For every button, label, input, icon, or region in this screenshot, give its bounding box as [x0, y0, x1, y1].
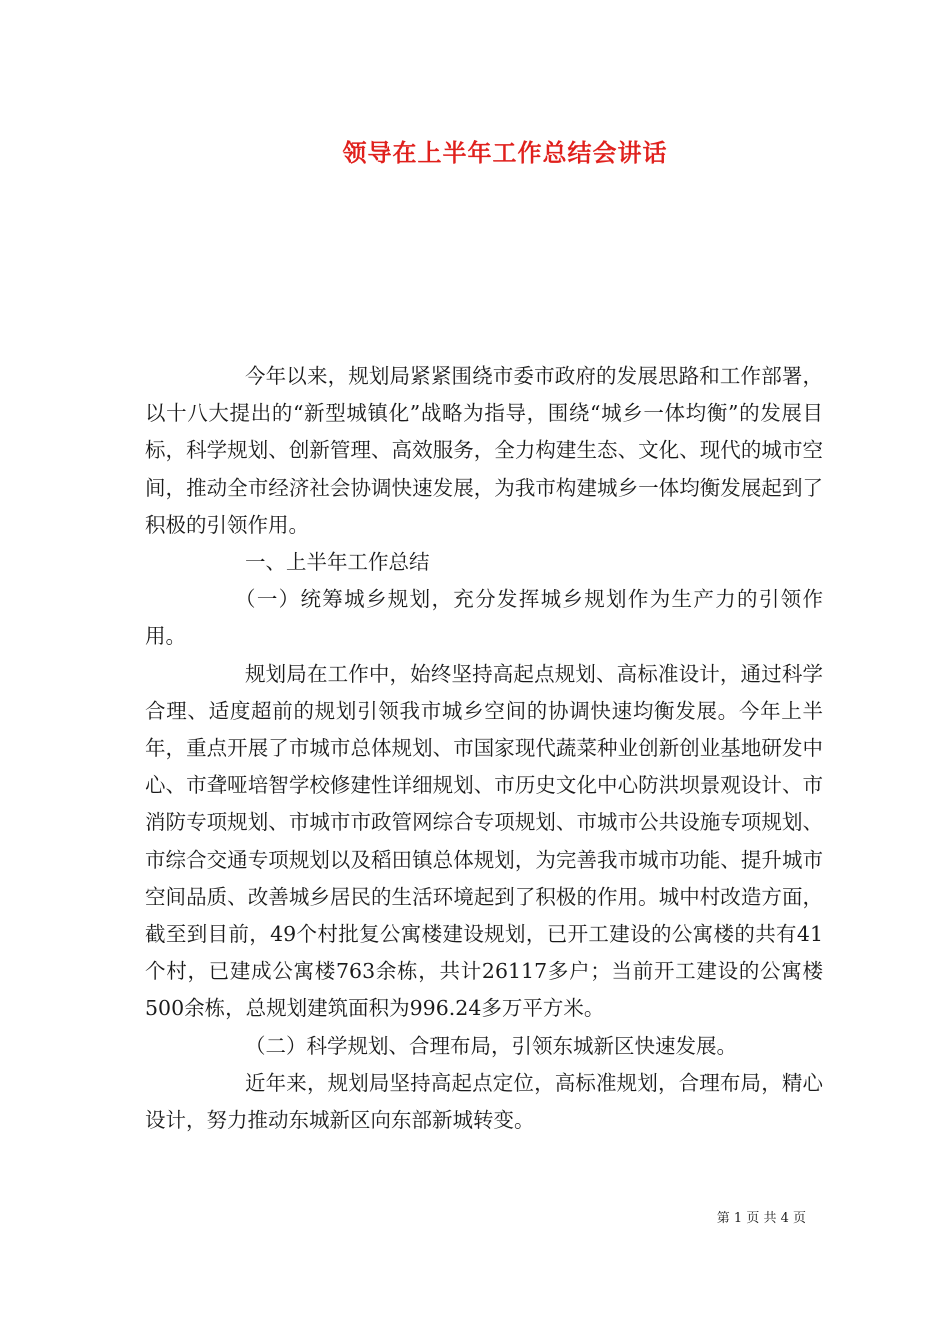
document-body — [145, 358, 823, 1139]
subsection-heading-1: （一）统筹城乡规划，充分发挥城乡规划作为生产力的引领作用。 — [145, 587, 823, 649]
page-number-footer: 第 1 页 共 4 页 — [716, 1211, 806, 1226]
body-paragraph-1: 规划局在工作中，始终坚持高起点规划、高标准设计，通过科学合理、适度超前的规划引领我市城乡空间的协调快速均衡发展。今年上半年，重点开展了市城市总体规划、市国家现代蔬菜种业创新创业基地研发中心、市聋哑培智学校修建性详细规划、市历史文化中心防洪坝景观设计、市消防专项规划、市城市市政管网综合专项规划、市城市公共设施专项规划、市综合交通专项规划以及稻田镇总体规划，为完善我市城市功能、提升城市空间品质、改善城乡居民的生活环境起到了积极的作用。城中村改造方面，截至到目前，49个村批复公寓楼建设规划，已开工建设的公寓楼的共有41个村，已建成公寓楼763余栋，共计26117多户；当前开工建设的公寓楼500余栋，总规划建筑面积为996.24多万平方米。 — [145, 661, 823, 1021]
intro-paragraph: 今年以来，规划局紧紧围绕市委市政府的发展思路和工作部署，以十八大提出的“新型城镇化”战略为指导，围绕“城乡一体均衡”的发展目标，科学规划、创新管理、高效服务，全力构建生态、文化、现代的城市空间，推动全市经济社会协调快速发展，为我市构建城乡一体均衡发展起到了积极的引领作用。 — [145, 364, 823, 537]
body-paragraph-2: 近年来，规划局坚持高起点定位，高标准规划，合理布局，精心设计，努力推动东城新区向东部新城转变。 — [145, 1070, 823, 1133]
section-heading-1: 一、上半年工作总结 — [245, 550, 430, 575]
subsection-heading-2: （二）科学规划、合理布局，引领东城新区快速发展。 — [245, 1033, 737, 1058]
document-title: 领导在上半年工作总结会讲话 — [342, 138, 668, 167]
